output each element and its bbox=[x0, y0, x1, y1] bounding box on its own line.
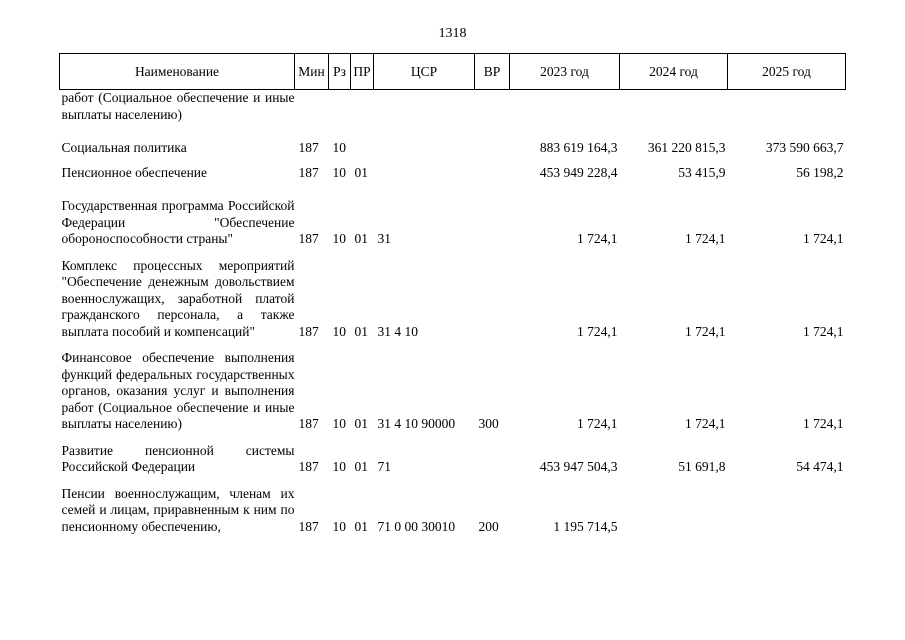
row-min: 187 bbox=[298, 459, 319, 474]
table-row bbox=[60, 433, 846, 476]
header-rz: Рз bbox=[329, 54, 351, 90]
row-2024: 1 724,1 bbox=[685, 231, 726, 246]
row-rz: 10 bbox=[332, 459, 346, 474]
row-2025: 1 724,1 bbox=[803, 231, 844, 246]
table-row bbox=[60, 476, 846, 536]
row-name: Финансовое обеспечение выполнения функций федеральных государственных органов, оказания услуг и выполнения работ (Социальное обеспечение и иные выплаты населению) bbox=[61, 350, 295, 431]
row-pr: 01 bbox=[354, 323, 368, 339]
row-vr bbox=[475, 123, 510, 157]
header-2025: 2025 год bbox=[728, 54, 846, 90]
row-vr: 300 bbox=[478, 416, 499, 431]
row-min: 187 bbox=[298, 140, 319, 155]
row-csr: 71 bbox=[377, 459, 391, 474]
header-name: Наименование bbox=[60, 54, 295, 90]
table-row bbox=[60, 90, 846, 124]
row-2024: 1 724,1 bbox=[685, 323, 726, 339]
row-csr: 31 4 10 bbox=[377, 323, 418, 339]
header-min: Мин bbox=[295, 54, 329, 90]
row-name: работ (Социальное обеспечение и иные выплаты населению) bbox=[61, 90, 295, 122]
row-rz: 10 bbox=[332, 140, 346, 155]
row-2023: 1 724,1 bbox=[577, 231, 618, 246]
row-2023 bbox=[510, 90, 620, 124]
header-2023: 2023 год bbox=[510, 54, 620, 90]
table-row bbox=[60, 157, 846, 182]
row-name: Социальная политика bbox=[61, 140, 187, 155]
row-2023: 453 947 504,3 bbox=[539, 459, 618, 474]
row-csr bbox=[374, 123, 475, 157]
row-min: 187 bbox=[298, 518, 319, 534]
header-csr: ЦСР bbox=[374, 54, 475, 90]
row-min: 187 bbox=[298, 164, 319, 180]
row-vr: 200 bbox=[478, 518, 499, 534]
row-pr: 01 bbox=[354, 231, 368, 246]
row-min: 187 bbox=[298, 416, 319, 431]
header-vr: ВР bbox=[475, 54, 510, 90]
budget-table bbox=[59, 53, 846, 535]
row-pr bbox=[351, 123, 374, 157]
row-2024: 51 691,8 bbox=[678, 459, 726, 474]
row-csr: 31 bbox=[377, 231, 391, 246]
row-2025 bbox=[728, 90, 846, 124]
row-2025: 373 590 663,7 bbox=[765, 140, 844, 155]
row-2023: 1 195 714,5 bbox=[553, 518, 618, 534]
row-2025: 1 724,1 bbox=[803, 323, 844, 339]
row-pr: 01 bbox=[354, 459, 368, 474]
row-rz: 10 bbox=[332, 323, 346, 339]
row-name: Комплекс процессных мероприятий "Обеспечение денежным довольствием военнослужащих, заработной платой гражданского персонала, а также выплата пособий и компенсаций" bbox=[61, 257, 295, 339]
row-2024: 361 220 815,3 bbox=[647, 140, 726, 155]
row-name: Пенсии военнослужащим, членам их семей и лицам, приравненным к ним по пенсионному обеспечению, bbox=[61, 485, 295, 534]
row-csr bbox=[374, 157, 475, 182]
row-rz bbox=[329, 90, 351, 124]
row-min bbox=[295, 90, 329, 124]
row-2025: 56 198,2 bbox=[796, 164, 844, 180]
row-min: 187 bbox=[298, 323, 319, 339]
header-2024: 2024 год bbox=[620, 54, 728, 90]
header-pr: ПР bbox=[351, 54, 374, 90]
row-pr: 01 bbox=[354, 164, 368, 180]
row-2023: 1 724,1 bbox=[577, 416, 618, 431]
row-rz: 10 bbox=[332, 518, 346, 534]
row-2025: 54 474,1 bbox=[796, 459, 844, 474]
row-2023: 883 619 164,3 bbox=[539, 140, 618, 155]
row-pr: 01 bbox=[354, 416, 368, 431]
row-vr bbox=[475, 248, 510, 341]
row-name: Государственная программа Российской Федерации "Обеспечение обороноспособности страны" bbox=[61, 198, 295, 246]
row-vr bbox=[475, 181, 510, 248]
row-name: Развитие пенсионной системы Российской Федерации bbox=[61, 442, 295, 474]
row-name: Пенсионное обеспечение bbox=[61, 164, 208, 180]
row-csr: 71 0 00 30010 bbox=[377, 518, 456, 534]
table-row bbox=[60, 340, 846, 433]
row-rz: 10 bbox=[332, 231, 346, 246]
row-2024 bbox=[620, 476, 728, 536]
table-row bbox=[60, 248, 846, 341]
row-csr: 31 4 10 90000 bbox=[377, 416, 456, 431]
row-rz: 10 bbox=[332, 416, 346, 431]
row-min: 187 bbox=[298, 231, 319, 246]
row-vr bbox=[475, 157, 510, 182]
row-2024 bbox=[620, 90, 728, 124]
row-2024: 53 415,9 bbox=[678, 164, 726, 180]
row-pr bbox=[351, 90, 374, 124]
row-2023: 453 949 228,4 bbox=[539, 164, 618, 180]
row-vr bbox=[475, 433, 510, 476]
table-row bbox=[60, 181, 846, 248]
page-number: 1318 bbox=[438, 26, 467, 41]
table-header-row bbox=[60, 54, 846, 90]
row-2023: 1 724,1 bbox=[577, 323, 618, 339]
row-pr: 01 bbox=[354, 518, 368, 534]
row-2025 bbox=[728, 476, 846, 536]
row-vr bbox=[475, 90, 510, 124]
row-2025: 1 724,1 bbox=[803, 416, 844, 431]
row-2024: 1 724,1 bbox=[685, 416, 726, 431]
table-row bbox=[60, 123, 846, 157]
row-csr bbox=[374, 90, 475, 124]
row-rz: 10 bbox=[332, 164, 346, 180]
